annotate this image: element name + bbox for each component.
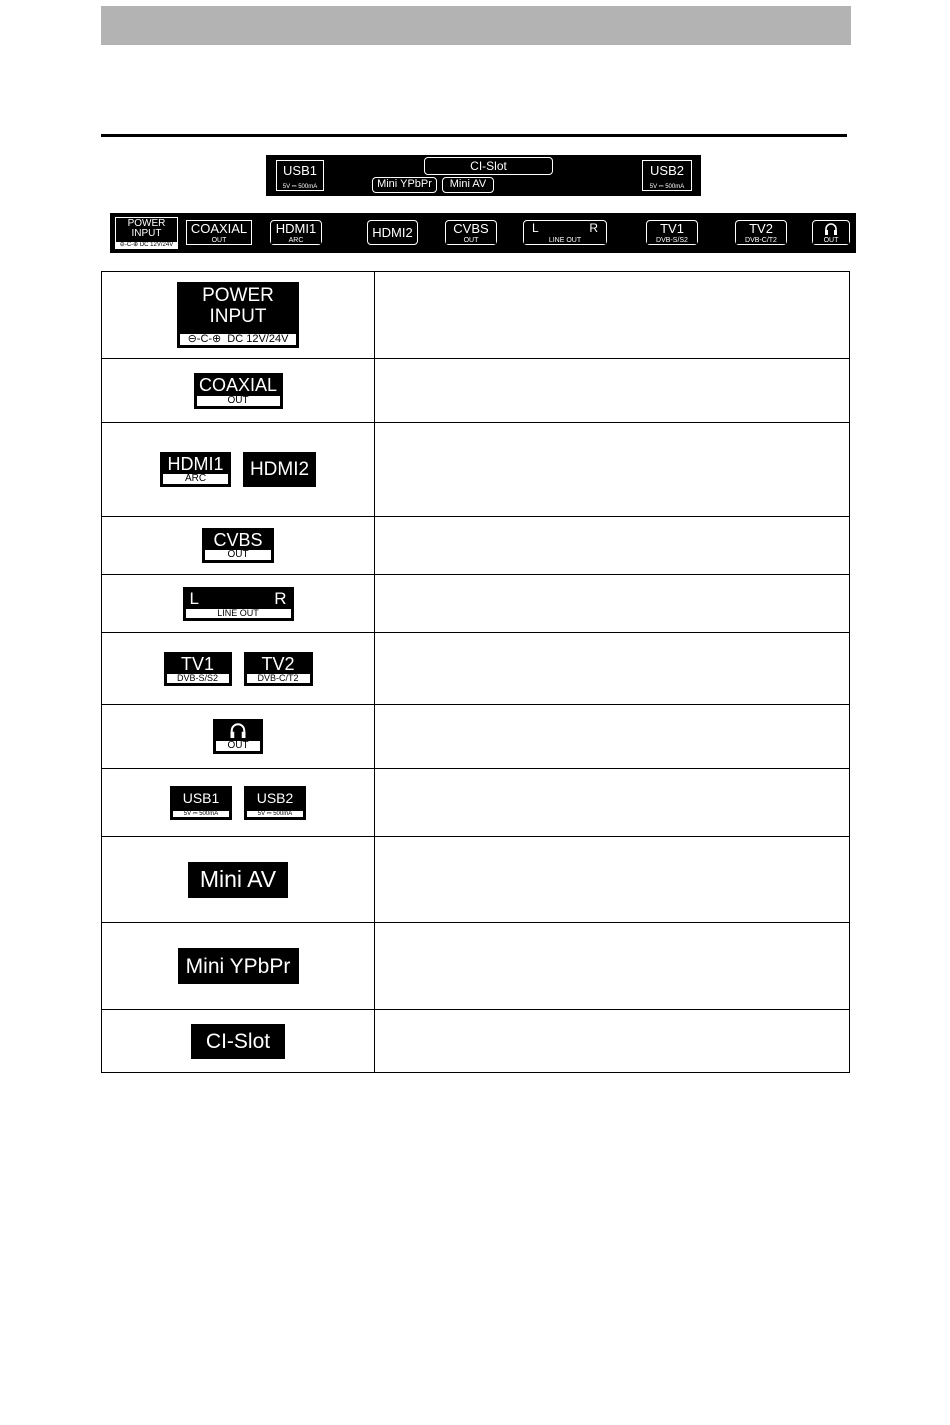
- usb1-badge: [170, 786, 232, 820]
- table-row: [102, 359, 850, 423]
- usb2-spec: 5V ⎓ 500mA: [643, 184, 691, 190]
- line-out-sub: LINE OUT: [524, 237, 606, 244]
- description-cell: [375, 923, 850, 1010]
- mini-av-badge: [188, 862, 288, 898]
- usb2-label: [642, 160, 692, 191]
- line-out-lr: [524, 221, 606, 234]
- hdmi1-label: [270, 220, 322, 245]
- headphone-sub: OUT: [216, 741, 260, 751]
- table-row: [102, 272, 850, 359]
- tv1-sub: DVB-S/S2: [167, 674, 229, 683]
- description-cell: [375, 705, 850, 769]
- hdmi1-text: HDMI1: [167, 454, 224, 474]
- cvbs-label: [445, 220, 497, 245]
- usb2-text: USB2: [650, 163, 684, 178]
- power-spec-text: DC 12V/24V: [227, 333, 289, 345]
- headphone-icon: [229, 723, 247, 738]
- hdmi2-label: [367, 220, 418, 245]
- tv2-badge: [244, 652, 313, 686]
- usb1-text: USB1: [283, 163, 317, 178]
- hdmi1-sub: ARC: [163, 474, 228, 484]
- hdmi2-text: HDMI2: [372, 225, 413, 240]
- icon-cell: [102, 575, 375, 633]
- table-row: [102, 575, 850, 633]
- line-out-sub: LINE OUT: [186, 609, 291, 618]
- mini-ypbpr-badge: [178, 948, 299, 984]
- mini-ypbpr-label: [372, 177, 437, 193]
- power-input-label: [115, 217, 178, 249]
- headphone-sub: OUT: [813, 237, 849, 244]
- usb2-text: USB2: [256, 789, 294, 806]
- cvbs-text: CVBS: [453, 221, 489, 236]
- input-text: INPUT: [131, 228, 162, 239]
- power-input-badge: [177, 282, 299, 348]
- icon-cell: [102, 769, 375, 837]
- power-text: POWER: [202, 285, 274, 306]
- icon-cell: [102, 272, 375, 359]
- headphone-icon: [824, 223, 838, 235]
- header-bar: [101, 6, 851, 45]
- table-row: [102, 1010, 850, 1073]
- cvbs-sub: OUT: [446, 237, 496, 244]
- table-row: [102, 705, 850, 769]
- mini-ypbpr-text: Mini YPbPr: [377, 178, 432, 190]
- line-out-l: L: [189, 588, 199, 608]
- table-row: [102, 423, 850, 517]
- cvbs-badge: [202, 528, 274, 563]
- usb2-badge: [244, 786, 306, 820]
- bottom-connector-panel: [110, 213, 856, 253]
- table-row: [102, 769, 850, 837]
- icon-cell: [102, 1010, 375, 1073]
- usb2-spec: 5V ⎓ 500mA: [247, 811, 303, 817]
- description-cell: [375, 1010, 850, 1073]
- cvbs-text: CVBS: [213, 530, 263, 550]
- table-row: [102, 923, 850, 1010]
- icon-cell: [102, 837, 375, 923]
- icon-cell: [102, 423, 375, 517]
- power-spec: [180, 334, 296, 345]
- tv1-text: TV1: [660, 221, 684, 236]
- hdmi2-text: HDMI2: [249, 459, 310, 480]
- coaxial-badge: [194, 373, 283, 409]
- icon-cell: [102, 517, 375, 575]
- table-row: [102, 517, 850, 575]
- header-rule: [101, 134, 847, 137]
- power-spec: ⊖-C-⊕ DC 12V/24V: [116, 242, 177, 248]
- input-text: INPUT: [209, 306, 267, 327]
- ci-slot-text: CI-Slot: [205, 1029, 271, 1053]
- hdmi1-badge: [160, 452, 231, 487]
- icon-cell: [102, 359, 375, 423]
- coaxial-text: COAXIAL: [190, 221, 248, 236]
- icon-cell: [102, 923, 375, 1010]
- coaxial-label: [186, 220, 252, 245]
- description-cell: [375, 423, 850, 517]
- icon-cell: [102, 633, 375, 705]
- table-row: [102, 837, 850, 923]
- polarity-icon: ⊖-C-⊕: [187, 333, 222, 345]
- description-cell: [375, 359, 850, 423]
- tv2-text: TV2: [749, 221, 773, 236]
- line-out-lr: [184, 590, 293, 607]
- ci-slot-label: [424, 157, 553, 175]
- line-out-label: [523, 220, 607, 245]
- ci-slot-text: CI-Slot: [470, 159, 507, 173]
- mini-av-text: Mini AV: [199, 866, 277, 892]
- description-cell: [375, 837, 850, 923]
- coaxial-text: COAXIAL: [198, 374, 278, 395]
- coaxial-sub: OUT: [187, 237, 251, 244]
- tv2-sub: DVB-C/T2: [736, 237, 786, 244]
- top-connector-panel: [266, 155, 701, 196]
- tv2-text: TV2: [261, 653, 295, 674]
- line-out-badge: [183, 587, 294, 621]
- ci-slot-badge: [191, 1024, 285, 1059]
- usb1-spec: 5V ⎓ 500mA: [277, 184, 323, 190]
- tv2-label: [735, 220, 787, 245]
- tv1-text: TV1: [180, 653, 214, 674]
- hdmi1-text: HDMI1: [275, 221, 317, 236]
- power-text: POWER: [127, 218, 166, 229]
- icon-cell: [102, 705, 375, 769]
- mini-av-label: [442, 177, 494, 193]
- headphone-badge: [213, 719, 263, 754]
- coaxial-sub: OUT: [197, 396, 280, 406]
- tv2-sub: DVB-C/T2: [247, 674, 310, 683]
- table-row: [102, 633, 850, 705]
- line-out-r: R: [589, 221, 598, 235]
- hdmi2-badge: [243, 452, 316, 487]
- description-cell: [375, 769, 850, 837]
- description-cell: [375, 272, 850, 359]
- headphone-label: [812, 220, 850, 245]
- usb1-text: USB1: [182, 789, 220, 806]
- description-cell: [375, 517, 850, 575]
- description-cell: [375, 633, 850, 705]
- mini-av-text: Mini AV: [449, 178, 487, 190]
- usb1-label: [276, 160, 324, 191]
- ports-table: [101, 271, 850, 1073]
- usb1-spec: 5V ⎓ 500mA: [173, 811, 229, 817]
- hdmi1-sub: ARC: [271, 237, 321, 244]
- line-out-r: R: [274, 588, 287, 608]
- tv1-sub: DVB-S/S2: [647, 237, 697, 244]
- tv1-badge: [164, 652, 232, 686]
- cvbs-sub: OUT: [205, 550, 271, 560]
- description-cell: [375, 575, 850, 633]
- mini-ypbpr-text: Mini YPbPr: [185, 954, 291, 978]
- tv1-label: [646, 220, 698, 245]
- line-out-l: L: [532, 221, 539, 235]
